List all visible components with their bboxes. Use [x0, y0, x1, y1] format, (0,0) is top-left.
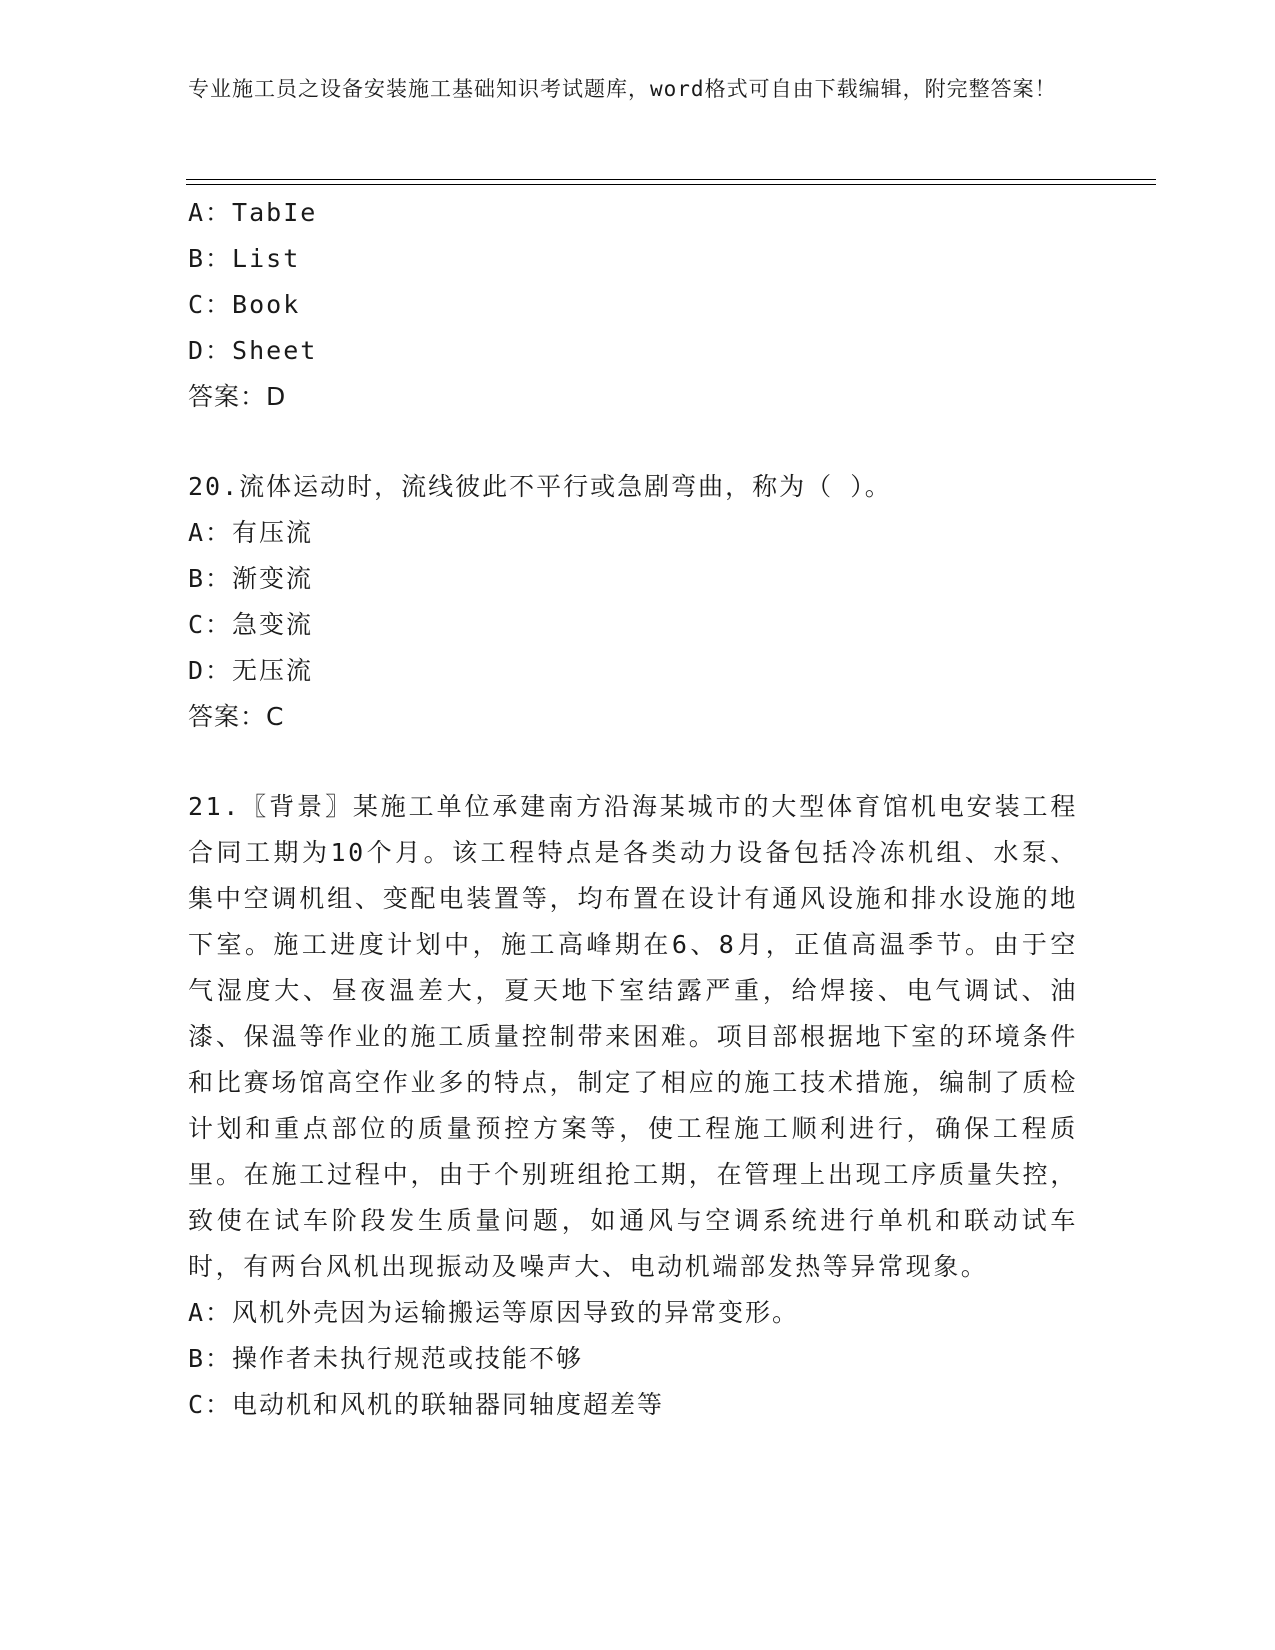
spacer — [188, 740, 1088, 784]
option-c: C：电动机和风机的联轴器同轴度超差等 — [188, 1390, 665, 1419]
option-b: B：操作者未执行规范或技能不够 — [188, 1344, 584, 1373]
option-d: D：无压流 — [188, 656, 314, 685]
question-21-block — [188, 784, 1088, 1428]
question-text: 21.〖背景〗某施工单位承建南方沿海某城市的大型体育馆机电安装工程合同工期为10个月。该工程特点是各类动力设备包括冷冻机组、水泵、集中空调机组、变配电装置等，均布置在设计有通风设施和排水设施的地下室。施工进度计划中，施工高峰期在6、8月，正值高温季节。由于空气湿度大、昼夜温差大，夏天地下室结露严重，给焊接、电气调试、油漆、保温等作业的施工质量控制带来困难。项目部根据地下室的环境条件和比赛场馆高空作业多的特点，制定了相应的施工技术措施，编制了质检计划和重点部位的质量预控方案等，使工程施工顺利进行，确保工程质里。在施工过程中，由于个别班组抢工期，在管理上出现工序质量失控，致使在试车阶段发生质量问题，如通风与空调系统进行单机和联动试车时，有两台风机出现振动及噪声大、电动机端部发热等异常现象。 — [188, 792, 1078, 1281]
option-a: A：风机外壳因为运输搬运等原因导致的异常变形。 — [188, 1298, 800, 1327]
option-a: A：TabIe — [188, 198, 318, 227]
option-d: D：Sheet — [188, 336, 318, 365]
spacer — [188, 420, 1088, 464]
header-divider-top — [186, 179, 1156, 180]
question-19-block — [188, 190, 1088, 420]
document-header: 专业施工员之设备安装施工基础知识考试题库，word格式可自由下载编辑，附完整答案！ — [188, 77, 1057, 101]
answer-label: 答案：C — [188, 702, 285, 731]
answer-label: 答案：D — [188, 382, 287, 411]
header-divider-bottom — [186, 184, 1156, 185]
option-c: C：急变流 — [188, 610, 314, 639]
option-b: B：渐变流 — [188, 564, 314, 593]
question-20-block — [188, 464, 1088, 740]
option-a: A：有压流 — [188, 518, 314, 547]
option-b: B：List — [188, 244, 301, 273]
question-text: 20.流体运动时，流线彼此不平行或急剧弯曲，称为（ ）。 — [188, 472, 892, 501]
option-c: C：Book — [188, 290, 301, 319]
question-content — [188, 190, 1088, 1428]
